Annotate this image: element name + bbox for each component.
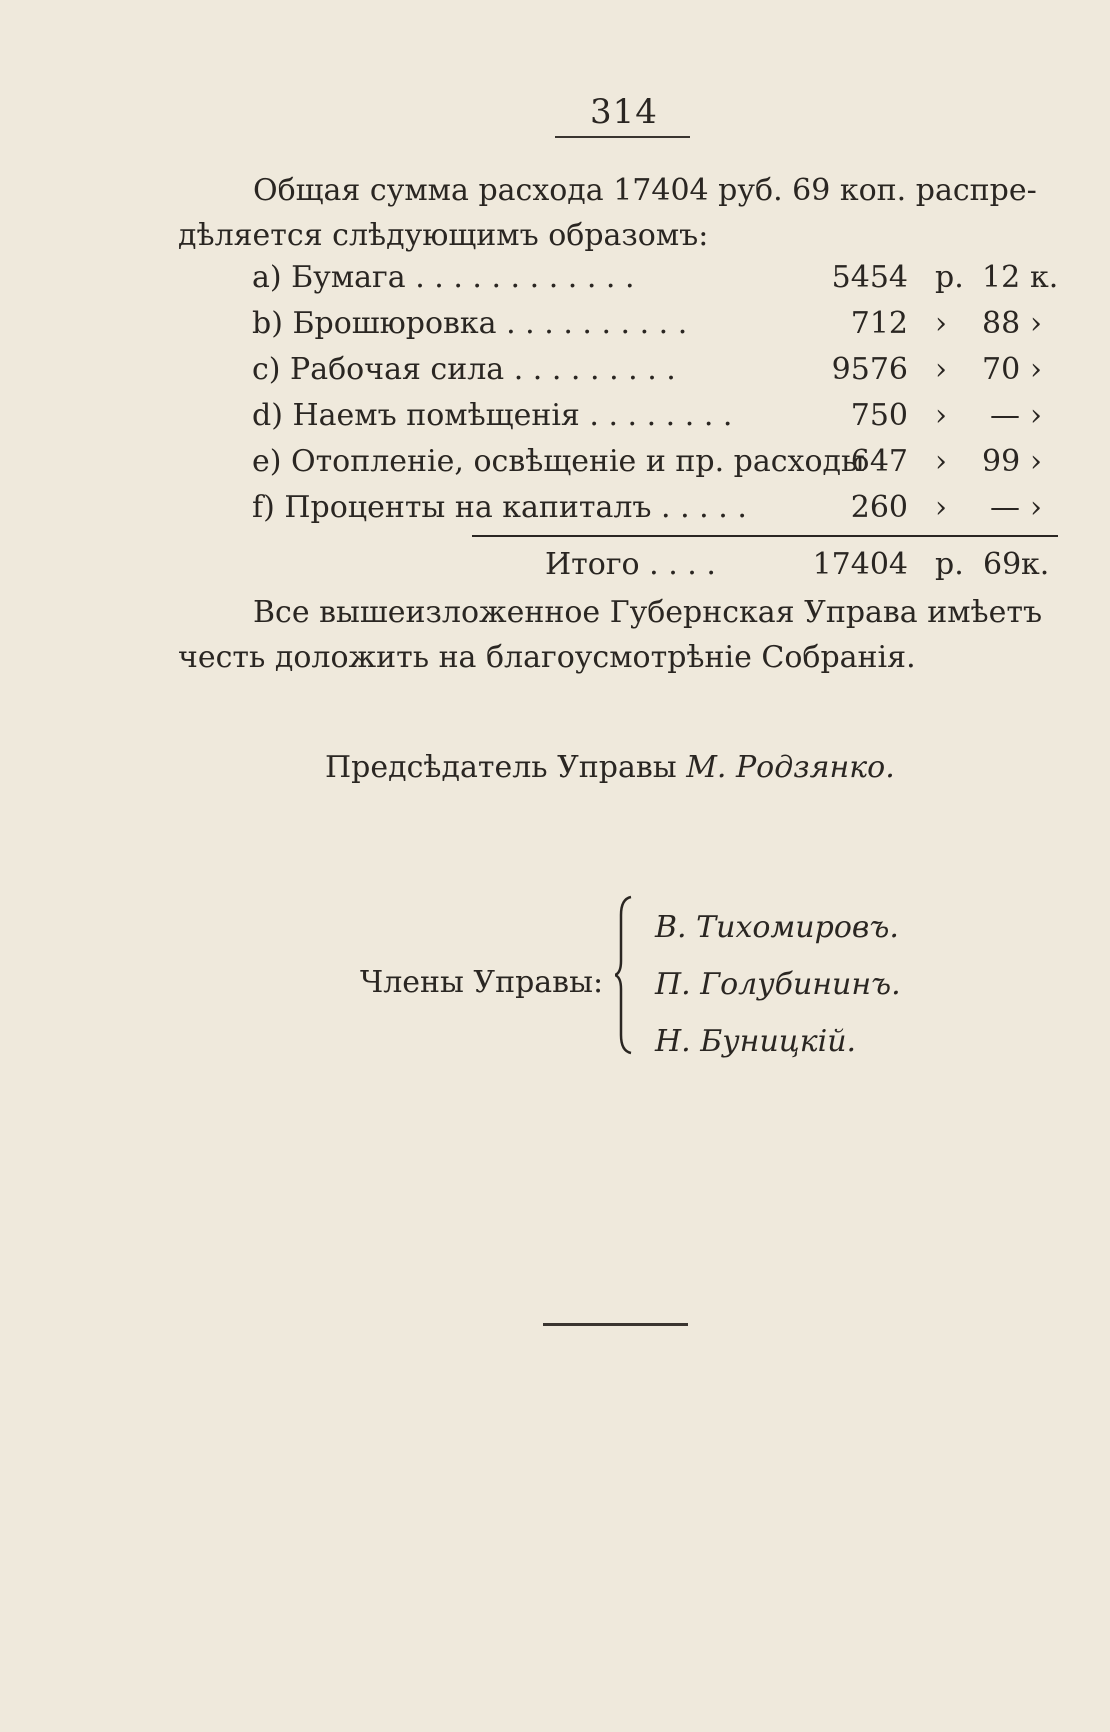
curly-brace-icon xyxy=(615,895,635,1055)
total-rule xyxy=(472,535,1058,537)
expense-kopecks: 88 xyxy=(982,306,1021,341)
kopeck-unit: › xyxy=(1030,398,1042,433)
expense-kopecks: 70 xyxy=(982,352,1021,387)
expense-kopecks: — xyxy=(990,398,1020,433)
leader-dots: . . . . . . . . . . . . xyxy=(405,260,635,295)
expense-label: b) Брошюровка xyxy=(252,306,497,341)
closing-line-1: Все вышеизложенное Губернская Управа имѣетъ xyxy=(253,595,1043,630)
kopeck-unit: › xyxy=(1030,490,1042,525)
member-name: В. Тихомировъ. xyxy=(655,910,899,945)
expense-item xyxy=(252,393,1058,439)
kopeck-unit: › xyxy=(1030,306,1042,341)
total-rubles: 17404 xyxy=(812,547,908,582)
expense-rubles: 260 xyxy=(850,490,908,525)
ruble-unit: › xyxy=(935,444,947,479)
closing-paragraph xyxy=(178,590,1058,680)
expense-item xyxy=(252,255,1058,301)
expense-label: f) Проценты на капиталъ xyxy=(252,490,652,525)
ruble-unit: › xyxy=(935,352,947,387)
kopeck-unit: › xyxy=(1030,352,1042,387)
header-rule xyxy=(555,136,690,138)
member-name: П. Голубининъ. xyxy=(655,967,901,1002)
total-row xyxy=(545,542,1058,588)
kopeck-unit: › xyxy=(1030,444,1042,479)
members-list xyxy=(655,905,901,1076)
expense-label: c) Рабочая сила xyxy=(252,352,505,387)
page-number: 314 xyxy=(590,92,658,132)
expense-list xyxy=(252,255,1058,531)
expense-item xyxy=(252,347,1058,393)
expense-rubles: 9576 xyxy=(831,352,908,387)
expense-kopecks: — xyxy=(990,490,1020,525)
expense-item xyxy=(252,485,1058,531)
expense-kopecks: 99 xyxy=(982,444,1021,479)
members-label: Члены Управы: xyxy=(360,965,604,1000)
kopeck-unit: к. xyxy=(1030,260,1059,295)
total-label: Итого . . . . xyxy=(545,547,716,582)
member-name: Н. Буницкій. xyxy=(655,1024,857,1059)
total-kopeck-unit: к. xyxy=(1021,547,1050,582)
total-ruble-unit: р. xyxy=(935,547,964,582)
expense-rubles: 750 xyxy=(850,398,908,433)
expense-item xyxy=(252,301,1058,347)
ruble-unit: › xyxy=(935,490,947,525)
intro-line-1: Общая сумма расхода 17404 руб. 69 коп. распре- xyxy=(253,173,1037,208)
expense-rubles: 5454 xyxy=(831,260,908,295)
ruble-unit: р. xyxy=(935,260,964,295)
ruble-unit: › xyxy=(935,306,947,341)
leader-dots: . . . . . xyxy=(651,490,747,525)
total-kopecks: 69 xyxy=(983,547,1022,582)
intro-line-2: дѣляется слѣдующимъ образомъ: xyxy=(178,218,709,253)
chairman-name: М. Родзянко. xyxy=(686,750,895,785)
expense-rubles: 712 xyxy=(850,306,908,341)
expense-rubles: 647 xyxy=(850,444,908,479)
intro-paragraph xyxy=(178,168,1058,258)
leader-dots: . . . . . . . . . . xyxy=(496,306,688,341)
ruble-unit: › xyxy=(935,398,947,433)
expense-item xyxy=(252,439,1058,485)
expense-label: e) Отопленіе, освѣщеніе и пр. расходы xyxy=(252,444,865,479)
closing-line-2: честь доложить на благоусмотрѣніе Собранія. xyxy=(178,640,916,675)
expense-label: d) Наемъ помѣщенія xyxy=(252,398,580,433)
chairman-title: Предсѣдатель Управы xyxy=(325,750,677,785)
leader-dots: . . . . . . . . . xyxy=(504,352,676,387)
footer-rule xyxy=(543,1323,688,1326)
leader-dots: . . . . . . . . xyxy=(579,398,733,433)
chairman-signature xyxy=(325,745,895,791)
expense-label: a) Бумага xyxy=(252,260,406,295)
expense-kopecks: 12 xyxy=(982,260,1021,295)
